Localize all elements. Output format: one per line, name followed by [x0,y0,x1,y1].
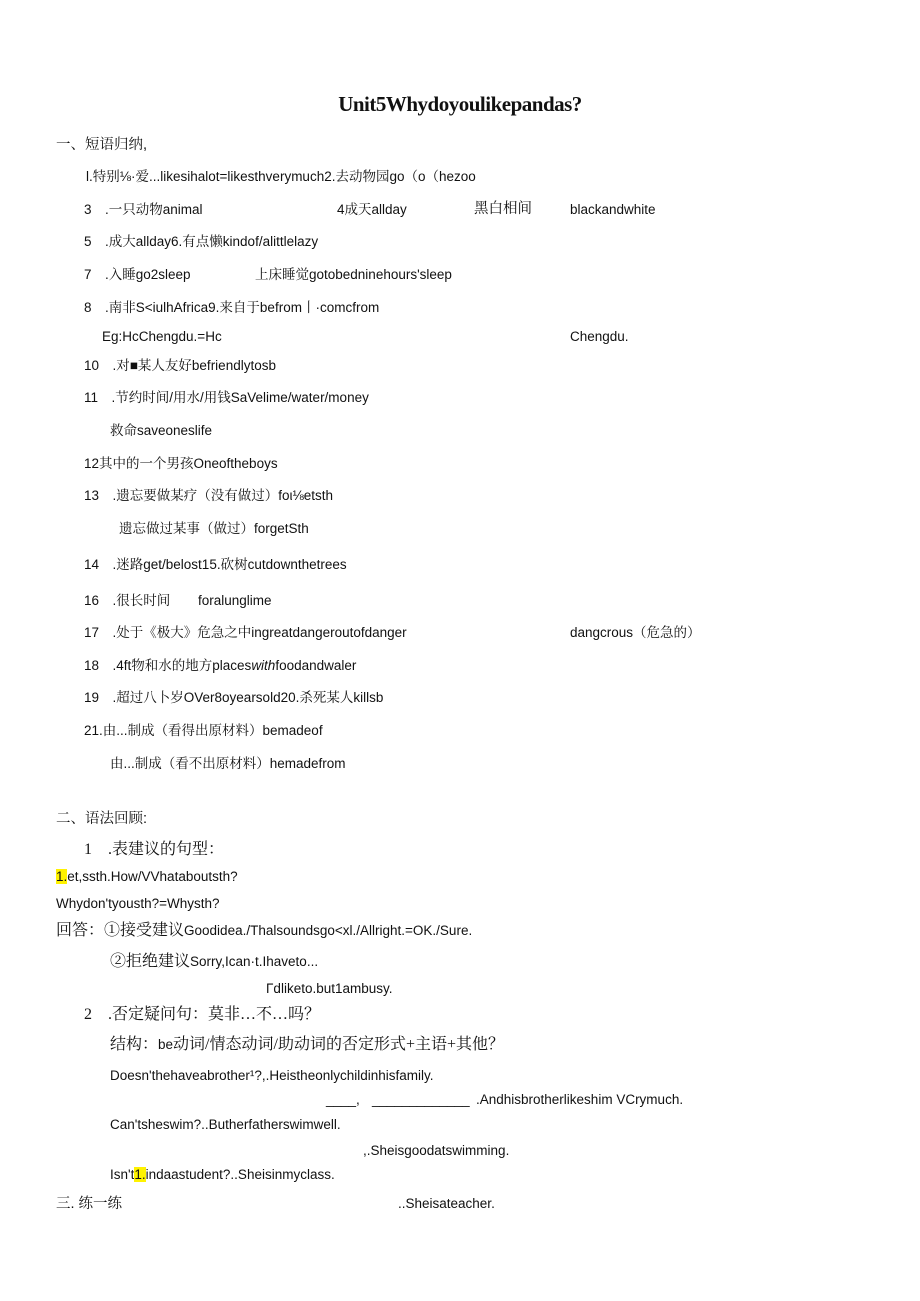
example-line-a: Eg:HcChengdu.=Hc [102,329,222,344]
example-3-rest: indaastudent?..Sheisinmyclass. [145,1167,335,1182]
highlight-mark: 1. [56,869,68,884]
phrase-line-13b: 遗忘做过某事（做过）forgetSth [119,521,309,536]
phrase-line-3a: 3 .一只动物animal [84,202,203,217]
answer-line-decline [110,953,318,971]
section-heading-grammar: 二、语法回顾: [56,811,148,827]
phrase-line-19: 19 .超过八卜岁OVer8oyearsold20.杀死某人killsb [84,690,384,705]
decline-label: ②拒绝建议 [110,953,191,970]
example-line-b: Chengdu. [570,329,629,344]
phrase-line-16b: foralunglime [198,593,272,608]
decline-text: Sorry,Ican·t.Ihaveto... [190,954,319,969]
answer-label: 回答： [56,922,105,939]
example-1: Doesn'thehaveabrother¹?,.Heistheonlychildinhisfamily. [110,1068,434,1083]
accept-text: Goodidea./Thalsoundsgo<xl./Allright.=OK./Sure. [184,923,473,938]
phrase-line-3d: blackandwhite [570,202,656,217]
phrase-line-3b: 4成天allday [337,202,407,217]
phrase-line-18 [84,657,356,675]
phrase-line-11: 11 .节约时间/用水/用钱SaVelime/water/money [84,390,369,405]
answer-line-accept [56,922,472,940]
phrase-line-8: 8 .南非S<iulhAfrica9.来自于befrom丨·comcfrom [84,300,380,315]
highlight-mark-2: 1. [134,1167,146,1182]
phrase-line-11b: 救命saveoneslife [110,423,213,438]
example-1-blank-2: _____________ [372,1092,470,1107]
phrase-line-3c: 黑白相间 [474,201,532,217]
suggestion-line-2: Whydon'tyousth?=Whysth? [56,896,220,911]
structure-line [110,1036,504,1054]
phrase-line-17a: 17 .处于《极大》危急之中ingreatdangeroutofdanger [84,625,407,640]
phrase-line-1: l.特别⅛·爱...likesihalot=likesthverymuch2.去动物园go（o（hezoo [86,169,476,184]
section-heading-phrases: 一、短语归纳, [56,137,148,153]
phrase-line-17b: dangcrous（危急的） [570,625,701,640]
structure-be: be [158,1037,174,1052]
section-heading-practice: 三. 练一练 [56,1196,123,1212]
practice-tail: ..Sheisateacher. [398,1196,495,1211]
phrase-line-21b: 由...制成（看不出原材料）hemadefrom [110,756,346,771]
grammar-point-1: 1 .表建议的句型： [84,841,225,858]
page-title: Unit5Whydoyoulikepandas? [338,92,582,116]
example-1-blank-1: ____, [326,1092,360,1107]
phrase-line-18a: 18 .4ft物和水的地方 [84,658,213,673]
accept-label: ①接受建议 [104,922,185,939]
suggestion-line-1 [56,868,238,886]
phrase-line-14: 14 .迷路get/belost15.砍树cutdownthetrees [84,557,347,572]
phrase-line-5: 5 .成大allday6.有点懒kindof/alittlelazy [84,234,319,249]
phrase-line-10: 10 .对■某人友好befriendlytosb [84,358,276,373]
example-2: Can'tsheswim?..Butherfatherswimwell. [110,1117,341,1132]
suggestion-line-1-text: et,ssth.How/VVhataboutsth? [67,869,238,884]
structure-label: 结构： [110,1036,159,1053]
phrase-line-18d: foodandwaler [275,658,357,673]
grammar-point-2: 2 .否定疑问句：莫非…不…吗？ [84,1006,321,1023]
example-2-answer: ,.Sheisgoodatswimming. [363,1143,510,1158]
phrase-line-18b: places [212,658,252,673]
example-3-pre: Isn't [110,1167,135,1182]
answer-line-busy: Γdliketo.but1ambusy. [266,981,393,996]
phrase-line-7b: 上床睡觉gotobedninehours'sleep [255,267,452,282]
phrase-line-12: 12其中的一个男孩Oneoftheboys [84,456,278,471]
structure-rest: 动词/情态动词/助动词的否定形式+主语+其他？ [173,1036,504,1053]
phrase-line-21: 21.由...制成（看得出原材料）bemadeof [84,723,323,738]
example-1-tail: .Andhisbrotherlikeshim VCrymuch. [476,1092,684,1107]
phrase-line-16a: 16 .很长时间 [84,593,171,608]
phrase-line-7a: 7 .入睡go2sleep [84,267,191,282]
example-3 [110,1166,335,1184]
phrase-line-18c: with [251,658,276,673]
phrase-line-13: 13 .遗忘要做某疗（没有做过）foι⅛etsth [84,488,334,503]
